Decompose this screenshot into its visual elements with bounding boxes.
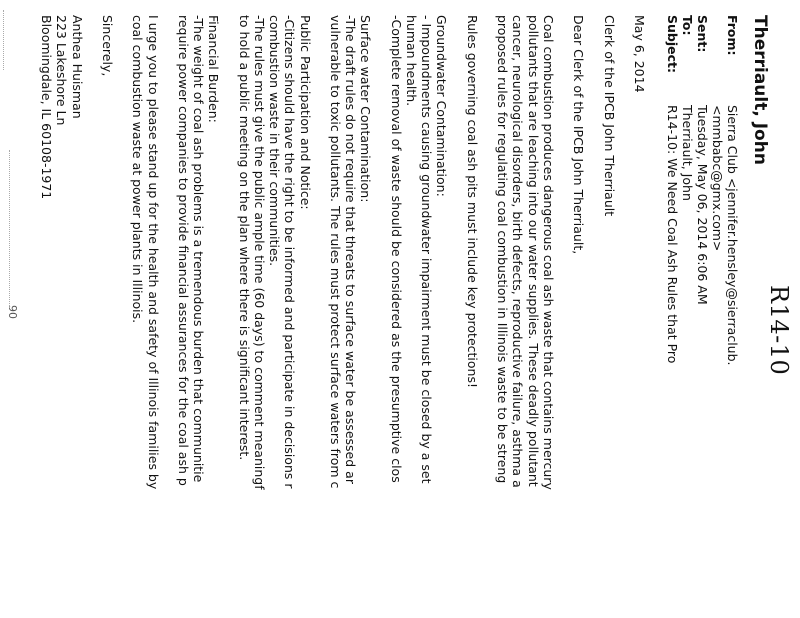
- header-value: Therriault, John: [680, 105, 695, 201]
- header-value: <mmbabc@gmx.com>: [710, 105, 725, 252]
- letter-line: human health.: [404, 15, 419, 107]
- letter-line: Clerk of the IPCB John Therriault: [601, 15, 617, 217]
- letter-line: Surface water Contamination:: [358, 15, 374, 203]
- letter-line: Anthea Huisman: [69, 15, 85, 119]
- letter-line: May 6, 2014: [632, 15, 647, 93]
- letter-line: Rules governing coal ash pits must include key protections!: [464, 15, 480, 388]
- letter-line: pollutants that are leaching into our water supplies. These deadly pollutant: [525, 15, 541, 487]
- letter-line: -The draft rules do not require that threats to surface water be assessed ar: [343, 15, 359, 484]
- sender-name-heading: Therriault, John: [750, 15, 770, 165]
- header-label: Subject:: [665, 15, 680, 73]
- scan-artifact-line: [8, 150, 10, 310]
- header-label: Sent:: [695, 15, 710, 53]
- page-number: 90: [6, 305, 19, 319]
- letter-line: Coal combustion produces dangerous coal ash waste that contains mercury: [540, 15, 556, 490]
- header-label: To:: [680, 15, 695, 36]
- scan-artifact-line: [2, 10, 4, 70]
- case-number-stamp: R14-10: [765, 285, 793, 376]
- letter-line: 223 Lakeshore Ln: [54, 15, 70, 126]
- letter-line: Bloomingdale, IL 60108-1971: [39, 15, 55, 200]
- letter-line: vulnerable to toxic pollutants. The rules must protect surface waters from c: [328, 15, 343, 489]
- letter-line: Dear Clerk of the IPCB John Therriault,: [571, 15, 587, 255]
- letter-line: Public Participation and Notice:: [297, 15, 313, 210]
- letter-line: require power companies to provide financial assurances for the coal ash p: [176, 15, 191, 486]
- letter-line: -The weight of coal ash problems is a tremendous burden that communitie: [191, 15, 207, 483]
- letter-line: coal combustion waste at power plants in Illinois.: [130, 15, 146, 324]
- header-value: R14-10: We Need Coal Ash Rules that Pro: [665, 105, 680, 364]
- header-value: Sierra Club <jennifer.hensley@sierraclub.: [725, 105, 740, 366]
- header-label: From:: [725, 15, 740, 56]
- header-value: Tuesday, May 06, 2014 6:06 AM: [695, 105, 710, 305]
- letter-line: Groundwater Contamination:: [434, 15, 450, 197]
- letter-line: -Complete removal of waste should be considered as the presumptive clos: [388, 15, 404, 483]
- letter-line: combustion waste in their communities.: [267, 15, 283, 267]
- letter-line: - Impoundments causing groundwater impairment must be closed by a set: [419, 15, 435, 484]
- letter-line: to hold a public meeting on the plan where there is significant interest.: [236, 15, 252, 461]
- letter-line: cancer, neurological disorders, birth defects, reproductive failure, asthma a: [510, 15, 526, 488]
- letter-line: proposed rules for regulating coal combustion in Illinois waste to be streng: [495, 15, 511, 484]
- letter-line: Sincerely,: [100, 15, 115, 77]
- letter-line: -The rules must give the public ample time (60 days) to comment meaningf: [252, 15, 267, 490]
- letter-line: Financial Burden:: [206, 15, 222, 123]
- letter-line: I urge you to please stand up for the health and safety of Illinois families by: [145, 15, 161, 490]
- letter-line: -Citizens should have the right to be informed and participate in decisions r: [282, 15, 298, 489]
